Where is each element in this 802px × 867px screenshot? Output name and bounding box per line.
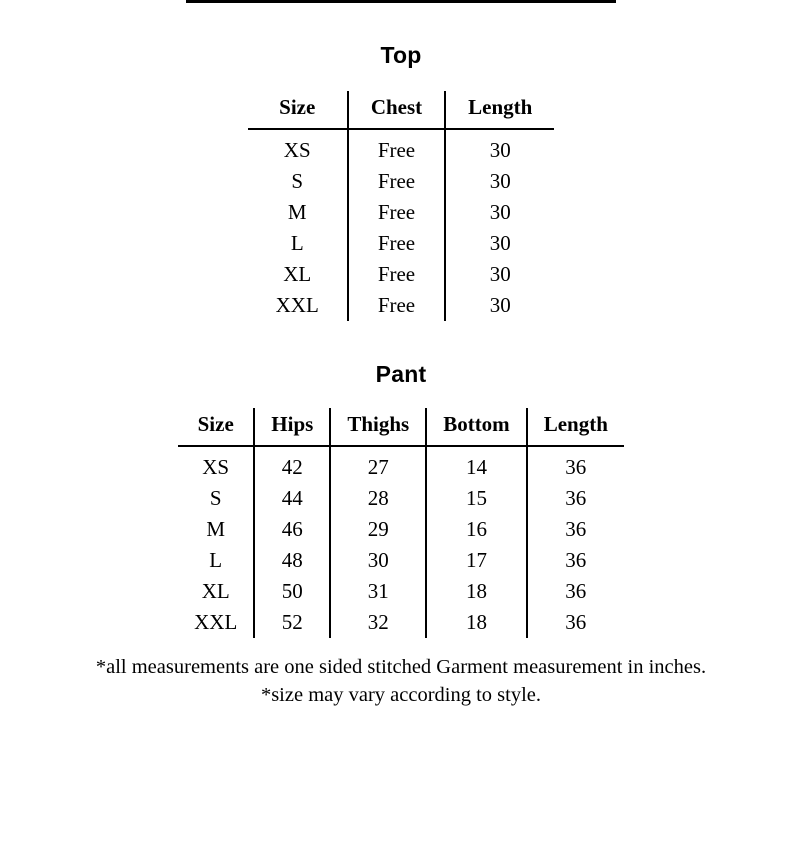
cell-size: XL	[248, 259, 348, 290]
cell-bottom: 17	[426, 545, 527, 576]
cell-length: 36	[565, 548, 587, 572]
cell-thighs: 28	[330, 483, 426, 514]
cell-thighs: 31	[330, 576, 426, 607]
cell-length: 36	[565, 486, 587, 510]
cell-size: M	[178, 514, 254, 545]
cell-chest: Free	[348, 129, 445, 166]
cell-thighs: 32	[330, 607, 426, 638]
column-header-size: Size	[178, 408, 254, 446]
table-row	[248, 166, 555, 197]
cell-size: XS	[248, 129, 348, 166]
footnote-measurements: *all measurements are one sided stitched Garment measurement in inches.	[95, 656, 707, 678]
cell-length: 30	[489, 169, 511, 193]
table-row	[248, 228, 555, 259]
cell-hips: 46	[254, 514, 330, 545]
cell-bottom: 16	[426, 514, 527, 545]
cell-length: 36	[565, 517, 587, 541]
column-header-thighs: Thighs	[330, 408, 426, 446]
cell-hips: 42	[254, 446, 330, 483]
table-row	[178, 446, 624, 483]
cell-length: 30	[489, 200, 511, 224]
cell-chest: Free	[348, 228, 445, 259]
column-header-length: Length	[445, 91, 554, 129]
cell-chest: Free	[348, 197, 445, 228]
table-row	[248, 290, 555, 321]
cell-size: S	[178, 483, 254, 514]
table-header-row	[178, 408, 624, 446]
top-divider	[186, 0, 616, 3]
cell-size: S	[248, 166, 348, 197]
cell-chest: Free	[348, 259, 445, 290]
cell-bottom: 15	[426, 483, 527, 514]
cell-length: 30	[489, 138, 511, 162]
cell-length: 36	[565, 455, 587, 479]
cell-size: XXL	[178, 607, 254, 638]
column-header-chest: Chest	[348, 91, 445, 129]
cell-hips: 50	[254, 576, 330, 607]
table-row	[248, 259, 555, 290]
cell-size: XXL	[248, 290, 348, 321]
cell-hips: 48	[254, 545, 330, 576]
cell-size: L	[178, 545, 254, 576]
table-row	[178, 607, 624, 638]
table-row	[178, 576, 624, 607]
footnotes	[21, 654, 781, 709]
cell-chest: Free	[348, 290, 445, 321]
cell-thighs: 27	[330, 446, 426, 483]
cell-length: 30	[489, 293, 511, 317]
cell-bottom: 18	[426, 607, 527, 638]
cell-hips: 44	[254, 483, 330, 514]
column-header-hips: Hips	[254, 408, 330, 446]
cell-length: 36	[565, 579, 587, 603]
column-header-size: Size	[248, 91, 348, 129]
cell-size: XS	[178, 446, 254, 483]
cell-length: 36	[565, 610, 587, 634]
cell-length: 30	[489, 231, 511, 255]
cell-bottom: 18	[426, 576, 527, 607]
table-row	[248, 197, 555, 228]
cell-chest: Free	[348, 166, 445, 197]
cell-hips: 52	[254, 607, 330, 638]
cell-thighs: 30	[330, 545, 426, 576]
cell-size: XL	[178, 576, 254, 607]
cell-bottom: 14	[426, 446, 527, 483]
footnote-style: *size may vary according to style.	[260, 683, 542, 706]
column-header-bottom: Bottom	[426, 408, 527, 446]
top-size-table	[248, 91, 555, 321]
cell-length: 30	[489, 262, 511, 286]
table-row	[178, 514, 624, 545]
pant-size-table	[178, 408, 624, 638]
table-row	[248, 129, 555, 166]
section-title-pant: Pant	[375, 361, 427, 387]
table-row	[178, 483, 624, 514]
cell-thighs: 29	[330, 514, 426, 545]
column-header-length: Length	[527, 408, 624, 446]
cell-size: M	[248, 197, 348, 228]
table-header-row	[248, 91, 555, 129]
section-title-top: Top	[380, 42, 422, 68]
table-row	[178, 545, 624, 576]
cell-size: L	[248, 228, 348, 259]
